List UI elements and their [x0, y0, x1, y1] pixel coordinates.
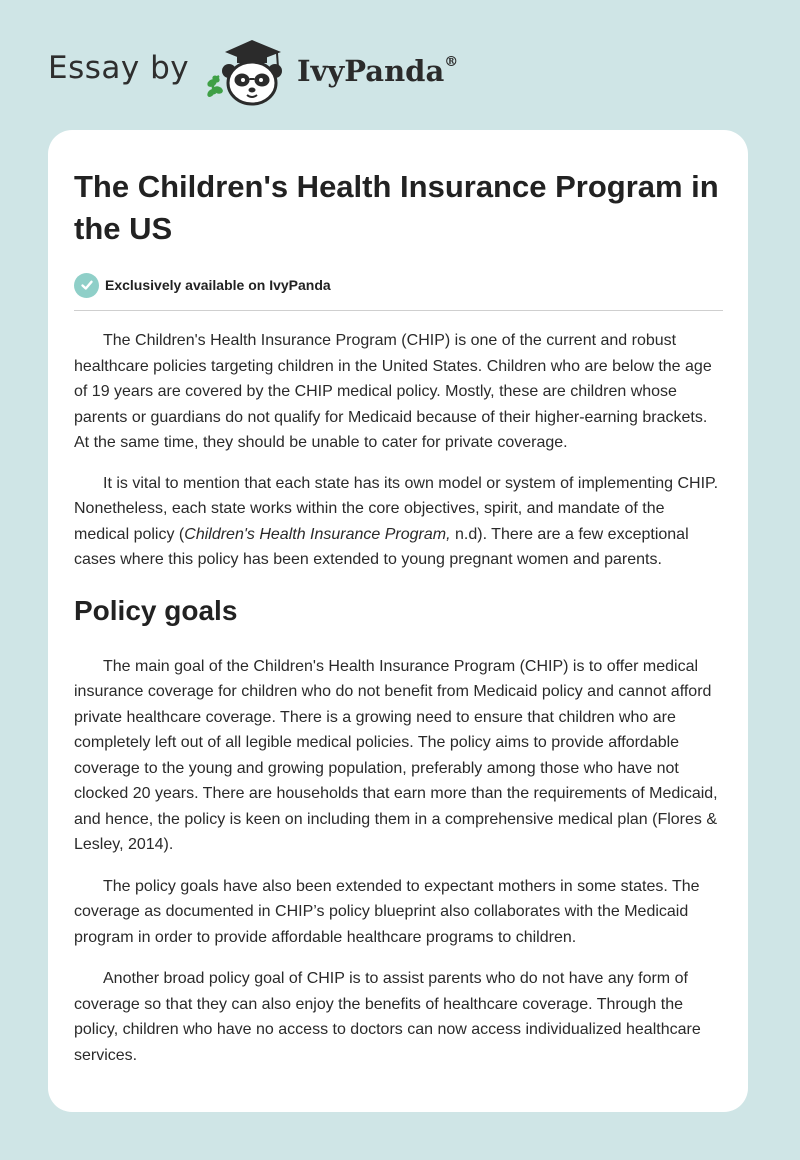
paragraph: The policy goals have also been extended to expectant mothers in some states. The coverage as documented in CHIP’s policy blueprint also collaborates with the Medicaid program in order to provide affordable healthcare programs to children. — [74, 877, 700, 946]
check-icon — [74, 273, 99, 298]
article-card — [48, 130, 748, 1112]
citation-title: Children's Health Insurance Program, — [184, 525, 451, 543]
divider — [74, 310, 723, 311]
panda-graduate-icon[interactable] — [201, 36, 293, 108]
exclusive-badge — [74, 272, 723, 298]
article-title: The Children's Health Insurance Program in the US — [74, 169, 719, 246]
paragraph: It is vital to mention that each state has its own model or system of implementing CHIP. Nonetheless, each state works within the core objectives, spirit, and mandate of the medical policy (Children's Health Insurance Program, n.d). There are a few exceptional cases where this policy has been extended to young pregnant women and parents. — [74, 474, 719, 568]
brand-name[interactable]: IvyPanda® — [297, 54, 459, 88]
paragraph: The Children's Health Insurance Program (CHIP) is one of the current and robust healthcare policies targeting children in the United States. Children who are below the age of 19 years are covered by the CHIP medical policy. Mostly, these are children whose parents or guardians do not qualify for Medicaid because of their higher-earning brackets. At the same time, they should be unable to cater for private coverage. — [74, 332, 712, 451]
essay-by-label: Essay by — [48, 50, 190, 86]
paragraph: Another broad policy goal of CHIP is to assist parents who do not have any form of coverage so that they can also enjoy the benefits of healthcare coverage. Through the policy, children who have no access to doctors can now access individualized healthcare services. — [74, 970, 701, 1064]
article-content — [74, 166, 723, 1068]
site-header — [0, 0, 800, 130]
section-heading: Policy goals — [74, 594, 238, 626]
badge-label: Exclusively available on IvyPanda — [105, 277, 331, 293]
paragraph: The main goal of the Children's Health Insurance Program (CHIP) is to offer medical insurance coverage for children who do not benefit from Medicaid policy and cannot afford private healthcare coverage. There is a growing need to ensure that children who are completely left out of all legible medical policies. The policy aims to provide affordable coverage to the young and growing population, preferably among those who have not clocked 20 years. There are households that earn more than the requirements of Medicaid, and hence, the policy is keen on including them in a comprehensive medical plan (Flores & Lesley, 2014). — [74, 657, 718, 853]
